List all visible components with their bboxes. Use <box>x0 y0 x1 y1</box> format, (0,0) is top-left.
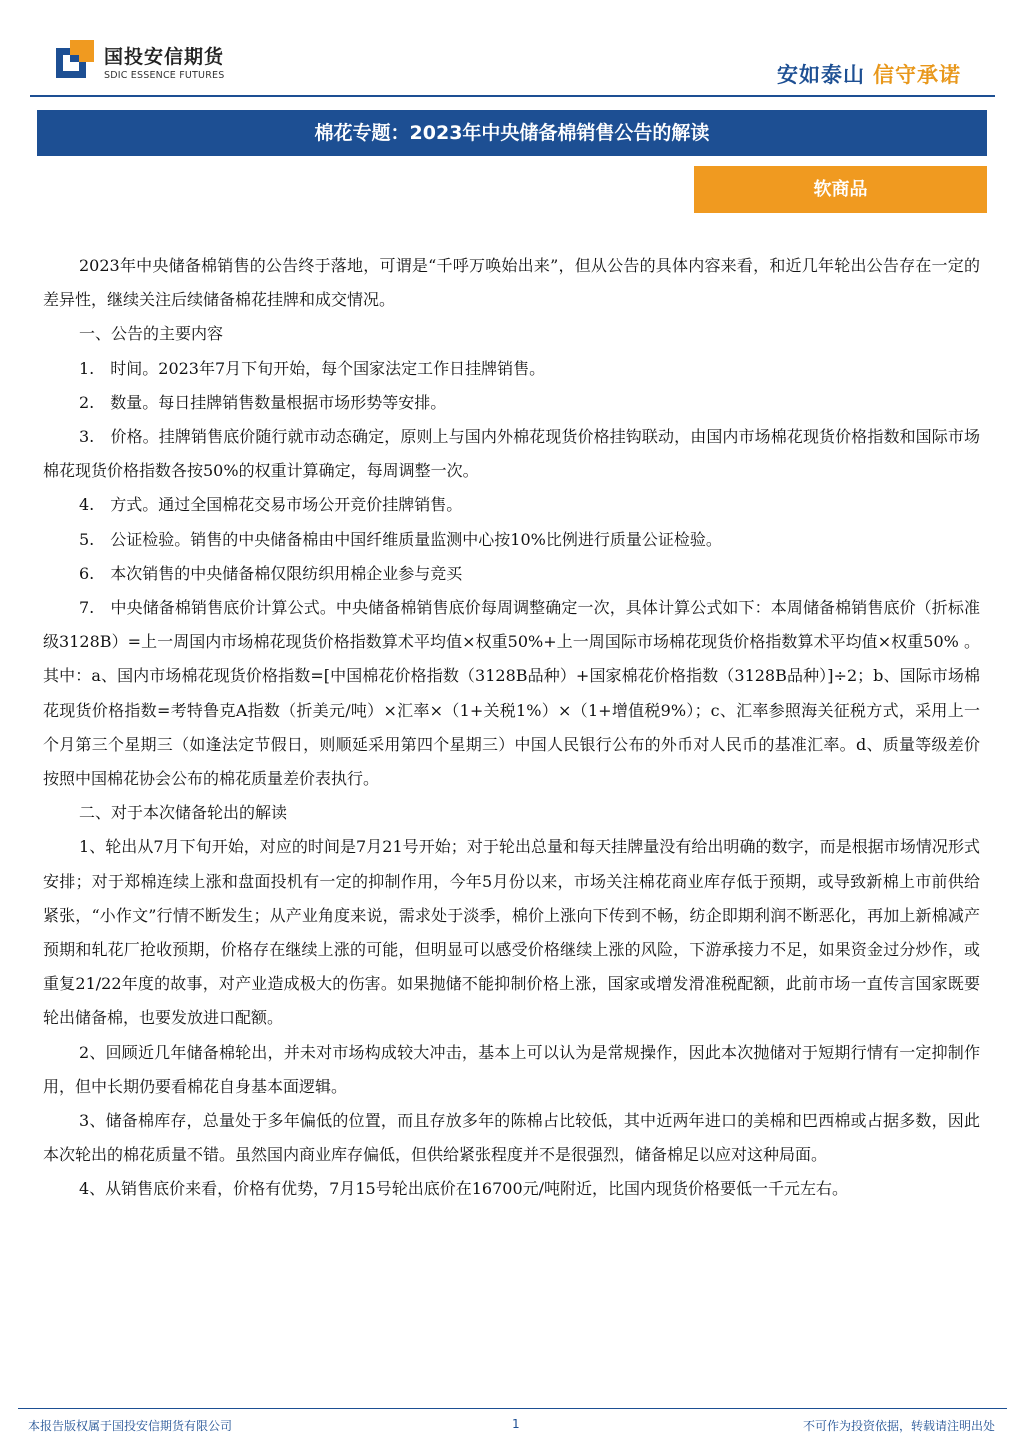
paragraph: 2023年中央储备棉销售的公告终于落地，可谓是“千呼万唤始出来”，但从公告的具体内容来看，和近几年轮出公告存在一定的差异性，继续关注后续储备棉花挂牌和成交情况。 <box>43 256 980 310</box>
paragraph: 7. 中央储备棉销售底价计算公式。中央储备棉销售底价每周调整确定一次，具体计算公式如下：本周储备棉销售底价（折标准级3128B）=上一周国内市场棉花现货价格指数算术平均值×权重50%+上一周国际市场棉花现货价格指数算术平均值×权重50% 。其中：a、国内市场棉花现货价格指数=[中国棉花价格指数（3128B品种）+国家棉花价格指数（3128B品种）]÷2；b、国际市场棉花现货价格指数=考特鲁克A指数（折美元/吨）×汇率×（1+关税1%）×（1+增值税9%）；c、汇率参照海关征税方式，采用上一个月第三个星期三（如逢法定节假日，则顺延采用第四个星期三）中国人民银行公布的外币对人民币的基准汇率。d、质量等级差价按照中国棉花协会公布的棉花质量差价表执行。 <box>43 598 980 789</box>
logo-text-en: SDIC ESSENCE FUTURES <box>104 70 225 81</box>
section-heading: 一、公告的主要内容 <box>79 324 224 344</box>
company-logo <box>56 40 236 86</box>
paragraph: 2、回顾近几年储备棉轮出，并未对市场构成较大冲击，基本上可以认为是常规操作，因此本次抛储对于短期行情有一定抑制作用，但中长期仍要看棉花自身基本面逻辑。 <box>43 1042 980 1096</box>
header-slogan <box>777 59 961 89</box>
paragraph: 2. 数量。每日挂牌销售数量根据市场形势等安排。 <box>79 392 447 412</box>
logo-mark-icon <box>56 40 96 80</box>
report-body <box>43 249 980 1207</box>
header-divider <box>30 95 995 97</box>
paragraph: 3. 价格。挂牌销售底价随行就市动态确定，原则上与国内外棉花现货价格挂钩联动，由国内市场棉花现货价格指数和国际市场棉花现货价格指数各按50%的权重计算确定，每周调整一次。 <box>43 427 980 481</box>
paragraph: 1、轮出从7月下旬开始，对应的时间是7月21号开始；对于轮出总量和每天挂牌量没有给出明确的数字，而是根据市场情况形式安排；对于郑棉连续上涨和盘面投机有一定的抑制作用，今年5月份以来，市场关注棉花商业库存低于预期，或导致新棉上市前供给紧张，“小作文”行情不断发生；从产业角度来说，需求处于淡季，棉价上涨向下传到不畅，纺企即期利润不断恶化，再加上新棉减产预期和轧花厂抢收预期，价格存在继续上涨的可能，但明显可以感受价格继续上涨的风险，下游承接力不足，如果资金过分炒作，或重复21/22年度的故事，对产业造成极大的伤害。如果抛储不能抑制价格上涨，国家或增发滑准税配额，此前市场一直传言国家既要轮出储备棉，也要发放进口配额。 <box>43 837 980 1028</box>
footer-copyright: 本报告版权属于国投安信期货有限公司 <box>28 1419 233 1433</box>
paragraph: 3、储备棉库存，总量处于多年偏低的位置，而且存放多年的陈棉占比较低，其中近两年进口的美棉和巴西棉或占据多数，因此本次轮出的棉花质量不错。虽然国内商业库存偏低，但供给紧张程度并不是很强烈，储备棉足以应对这种局面。 <box>43 1111 980 1165</box>
report-title: 棉花专题：2023年中央储备棉销售公告的解读 <box>37 110 987 156</box>
page-number: 1 <box>512 1417 520 1431</box>
paragraph: 4. 方式。通过全国棉花交易市场公开竞价挂牌销售。 <box>79 495 463 515</box>
category-tag: 软商品 <box>694 166 987 213</box>
paragraph: 5. 公证检验。销售的中央储备棉由中国纤维质量监测中心按10%比例进行质量公证检验。 <box>79 529 722 549</box>
paragraph: 4、从销售底价来看，价格有优势，7月15号轮出底价在16700元/吨附近，比国内现货价格要低一千元左右。 <box>79 1179 849 1199</box>
footer-divider <box>18 1408 1007 1409</box>
section-heading: 二、对于本次储备轮出的解读 <box>79 803 288 823</box>
slogan-orange: 信守承诺 <box>873 63 961 87</box>
paragraph: 1. 时间。2023年7月下旬开始，每个国家法定工作日挂牌销售。 <box>79 358 546 378</box>
footer-disclaimer: 不可作为投资依据，转载请注明出处 <box>802 1419 995 1433</box>
logo-text-cn: 国投安信期货 <box>104 46 225 68</box>
paragraph: 6. 本次销售的中央储备棉仅限纺织用棉企业参与竞买 <box>79 563 463 583</box>
slogan-blue: 安如泰山 <box>777 63 865 87</box>
